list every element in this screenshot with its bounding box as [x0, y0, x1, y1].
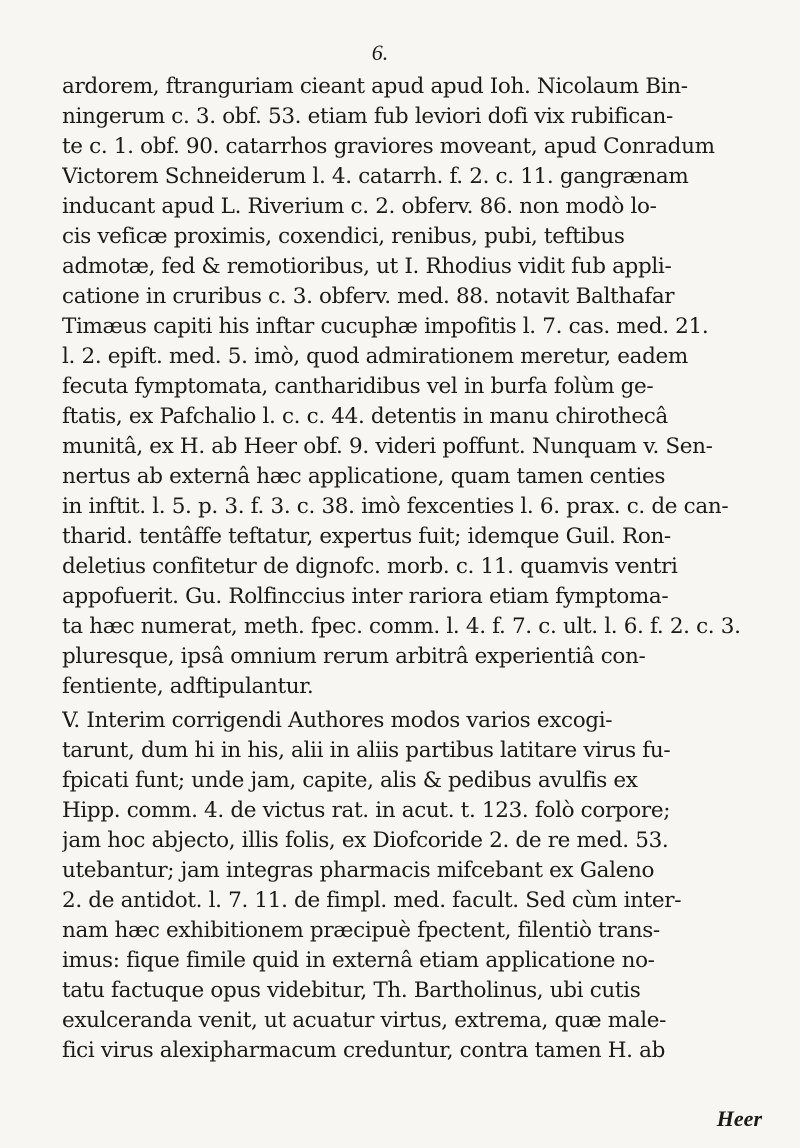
text-line: admotæ, fed & remotioribus, ut I. Rhodius vidit fub appli- — [62, 254, 672, 279]
text-line: nam hæc exhibitionem præcipuè fpectent, filentiò trans- — [62, 918, 660, 943]
text-line: imus: fique fimile quid in externâ etiam applicatione no- — [62, 948, 655, 973]
text-line: ta hæc numerat, meth. fpec. comm. l. 4. f. 7. c. ult. l. 6. f. 2. c. 3. — [62, 614, 741, 639]
text-line: 2. de antidot. l. 7. 11. de fimpl. med. facult. Sed cùm inter- — [62, 888, 682, 913]
text-line: ningerum c. 3. obf. 53. etiam fub leviori dofi vix rubifican- — [62, 104, 673, 129]
text-line: in inftit. l. 5. p. 3. f. 3. c. 38. imò fexcenties l. 6. prax. c. de can- — [62, 494, 729, 519]
text-line: tharid. tentâffe teftatur, expertus fuit; idemque Guil. Ron- — [62, 524, 671, 549]
text-line: utebantur; jam integras pharmacis mifcebant ex Galeno — [62, 858, 655, 883]
text-line: munitâ, ex H. ab Heer obf. 9. videri poffunt. Nunquam v. Sen- — [62, 434, 713, 459]
text-line: Timæus capiti his inftar cucuphæ impofitis l. 7. cas. med. 21. — [62, 314, 709, 339]
text-line: ftatis, ex Pafchalio l. c. c. 44. detentis in manu chirothecâ — [62, 404, 668, 429]
text-line: fici virus alexipharmacum creduntur, contra tamen H. ab — [62, 1038, 666, 1063]
text-line: tarunt, dum hi in his, alii in aliis partibus latitare virus fu- — [62, 738, 671, 763]
text-line: ardorem, ftranguriam cieant apud apud Ioh. Nicolaum Bin- — [62, 74, 688, 99]
body-text — [62, 72, 762, 1066]
text-line: fecuta fymptomata, cantharidibus vel in burfa folùm ge- — [62, 374, 654, 399]
text-line: deletius confitetur de dignofc. morb. c. 11. quamvis ventri — [62, 554, 678, 579]
text-line: cis veficæ proximis, coxendici, renibus, pubi, teftibus — [62, 224, 625, 249]
page-number: 6. — [371, 40, 389, 65]
text-line: pluresque, ipsâ omnium rerum arbitrâ experientiâ con- — [62, 644, 646, 669]
text-line: tatu factuque opus videbitur, Th. Bartholinus, ubi cutis — [62, 978, 641, 1003]
text-line: inducant apud L. Riverium c. 2. obferv. 86. non modò lo- — [62, 194, 657, 219]
text-line: te c. 1. obf. 90. catarrhos graviores moveant, apud Conradum — [62, 134, 715, 159]
text-line: appofuerit. Gu. Rolfinccius inter rariora etiam fymptoma- — [62, 584, 669, 609]
text-line: nertus ab externâ hæc applicatione, quam tamen centies — [62, 464, 666, 489]
text-line: V. Interim corrigendi Authores modos varios excogi- — [62, 708, 613, 733]
text-line: exulceranda venit, ut acuatur virtus, extrema, quæ male- — [62, 1008, 667, 1033]
catchword: Heer — [716, 1106, 762, 1131]
text-line: Victorem Schneiderum l. 4. catarrh. f. 2. c. 11. gangrænam — [62, 164, 689, 189]
text-line: Hipp. comm. 4. de victus rat. in acut. t. 123. folò corpore; — [62, 798, 671, 823]
text-line: fpicati funt; unde jam, capite, alis & pedibus avulfis ex — [62, 768, 638, 793]
text-line: jam hoc abjecto, illis folis, ex Diofcoride 2. de re med. 53. — [62, 828, 669, 853]
text-line: fentiente, adftipulantur. — [62, 674, 314, 699]
text-line: catione in cruribus c. 3. obferv. med. 88. notavit Balthafar — [62, 284, 675, 309]
text-line: l. 2. epift. med. 5. imò, quod admirationem meretur, eadem — [62, 344, 688, 369]
